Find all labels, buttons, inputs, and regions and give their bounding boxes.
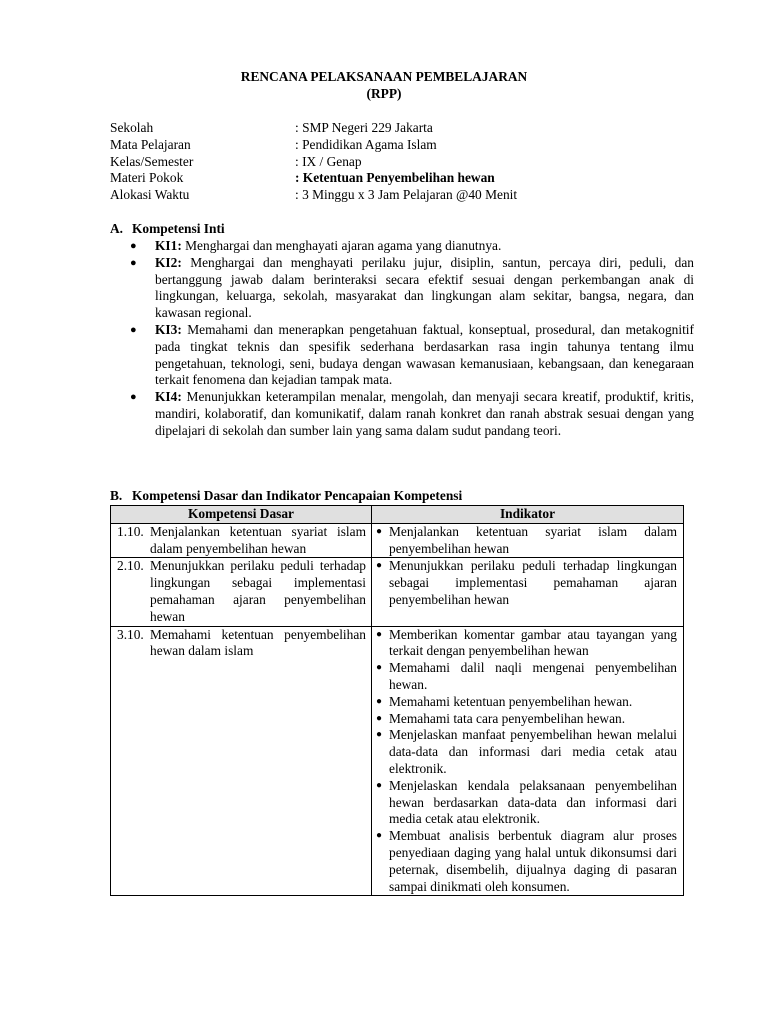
info-row-sekolah xyxy=(110,120,517,137)
indikator-cell xyxy=(372,626,684,896)
identity-block xyxy=(110,120,517,204)
kd-content xyxy=(111,627,371,661)
ki-text: Menunjukkan keterampilan menalar, mengolah, dan menyaji secara kreatif, produktif, kritis, mandiri, kolaboratif, dan komunikatif, dalam ranah konkret dan ranah abstrak sesuai dengan yang dipelajari di sekolah dan sumber lain yang sama dalam sudut pandang teori. xyxy=(155,389,694,438)
section-letter: A. xyxy=(110,221,124,236)
section-title: Kompetensi Dasar dan Indikator Pencapaian Kompetensi xyxy=(132,488,463,503)
bullet-icon: ● xyxy=(376,628,383,640)
title-line-2: (RPP) xyxy=(366,86,402,101)
indikator-text: Menjalankan ketentuan syariat islam dalam penyembelihan hewan xyxy=(389,523,677,556)
kd-number: 3.10. xyxy=(117,626,144,642)
list-item xyxy=(110,255,694,322)
indikator-text: Menjelaskan kendala pelaksanaan penyembelihan hewan berdasarkan data-data dan informasi dari media cetak atau elektronik. xyxy=(389,777,677,827)
indikator-cell xyxy=(372,558,684,626)
list-item xyxy=(372,778,683,828)
info-label: Alokasi Waktu xyxy=(110,187,190,203)
bullet-icon: ● xyxy=(130,256,137,269)
ki-code: KI4: xyxy=(155,389,182,405)
indikator-text: Membuat analisis berbentuk diagram alur proses penyediaan daging yang halal untuk dikonsumsi dari peternak, disembelih, dijualnya daging di pasaran sampai dinikmati oleh konsumen. xyxy=(389,828,677,894)
kd-cell xyxy=(111,523,372,558)
bullet-icon: ● xyxy=(376,712,383,724)
kd-text: Memahami ketentuan penyembelihan hewan dalam islam xyxy=(150,626,366,659)
competency-table xyxy=(110,505,684,896)
kd-cell xyxy=(111,626,372,896)
table-header-row xyxy=(111,506,684,524)
kd-number: 2.10. xyxy=(117,558,144,574)
list-item xyxy=(372,727,683,777)
bullet-icon: ● xyxy=(376,662,383,674)
indikator-cell xyxy=(372,523,684,558)
info-label: Kelas/Semester xyxy=(110,153,194,169)
ki-code: KI1: xyxy=(155,238,182,253)
bullet-icon: ● xyxy=(376,779,383,791)
bullet-icon: ● xyxy=(376,560,383,572)
table-row xyxy=(111,558,684,626)
info-value: : Pendidikan Agama Islam xyxy=(295,136,437,152)
info-value: : Ketentuan Penyembelihan hewan xyxy=(295,170,495,186)
section-a-heading xyxy=(110,221,225,238)
list-item xyxy=(110,322,694,389)
list-item xyxy=(110,238,694,255)
ki-text: Memahami dan menerapkan pengetahuan faktual, konseptual, prosedural, dan metakognitif pada tingkat teknis dan spesifik sederhana berdasarkan rasa ingin tahunya tentang ilmu pengetahuan, teknologi, seni, budaya dengan wawasan kemanusiaan, kebangsaan, dan kenegaraan terkait fenomena dan kejadian tampak mata. xyxy=(155,321,694,388)
info-label: Mata Pelajaran xyxy=(110,136,191,152)
ki-code: KI2: xyxy=(155,254,182,270)
kd-cell xyxy=(111,558,372,626)
list-item xyxy=(372,660,683,694)
bullet-icon: ● xyxy=(130,391,137,404)
section-title: Kompetensi Inti xyxy=(132,221,225,236)
indikator-text: Memberikan komentar gambar atau tayangan yang terkait dengan penyembelihan hewan xyxy=(389,626,677,659)
info-value: : SMP Negeri 229 Jakarta xyxy=(295,120,433,135)
info-label: Materi Pokok xyxy=(110,170,184,186)
info-value: : IX / Genap xyxy=(295,153,362,169)
table-row xyxy=(111,626,684,896)
header-kompetensi-dasar: Kompetensi Dasar xyxy=(111,506,372,524)
bullet-icon: ● xyxy=(376,830,383,842)
kd-number: 1.10. xyxy=(117,523,144,539)
info-row-kelas-semester xyxy=(110,154,517,171)
bullet-icon: ● xyxy=(376,525,383,537)
ki-code: KI3: xyxy=(155,321,182,337)
list-item xyxy=(372,524,683,558)
indikator-text: Memahami tata cara penyembelihan hewan. xyxy=(389,710,626,726)
table-row xyxy=(111,523,684,558)
indikator-text: Memahami dalil naqli mengenai penyembelihan hewan. xyxy=(389,660,677,692)
info-label: Sekolah xyxy=(110,120,154,135)
bullet-icon: ● xyxy=(376,695,383,707)
section-letter: B. xyxy=(110,488,123,503)
document-title xyxy=(0,69,768,103)
list-item xyxy=(372,627,683,661)
list-item xyxy=(372,711,683,728)
indikator-text: Memahami ketentuan penyembelihan hewan. xyxy=(389,693,633,709)
indikator-text: Menjelaskan manfaat penyembelihan hewan melalui data-data dan informasi dari media cetak atau elektronik. xyxy=(389,727,677,776)
kd-text: Menunjukkan perilaku peduli terhadap lingkungan sebagai implementasi pemahaman ajaran penyembelihan hewan xyxy=(150,558,366,624)
bullet-icon: ● xyxy=(130,323,137,336)
bullet-icon: ● xyxy=(130,240,137,252)
kd-content xyxy=(111,524,371,558)
indikator-text: Menunjukkan perilaku peduli terhadap lingkungan sebagai implementasi pemahaman ajaran penyembelihan hewan xyxy=(389,558,677,607)
list-item xyxy=(372,694,683,711)
bullet-icon: ● xyxy=(376,729,383,741)
info-value: : 3 Minggu x 3 Jam Pelajaran @40 Menit xyxy=(295,187,518,203)
section-b-heading xyxy=(110,488,462,505)
kd-text: Menjalankan ketentuan syariat islam dalam penyembelihan hewan xyxy=(150,523,366,556)
info-row-alokasi-waktu xyxy=(110,187,517,204)
kd-content xyxy=(111,558,371,625)
ki-text: Menghargai dan menghayati perilaku jujur, disiplin, santun, percaya diri, peduli, dan bertanggung jawab dalam berinteraksi secara efektif sesuai dengan perkembangan anak di lingkungan, keluarga, sekolah, masyarakat dan lingkungan alam sekitar, bangsa, negara, dan kawasan regional. xyxy=(155,254,694,321)
ki-text: Menghargai dan menghayati ajaran agama yang dianutnya. xyxy=(181,238,502,253)
list-item xyxy=(372,558,683,608)
kompetensi-inti-list xyxy=(110,238,694,440)
header-indikator: Indikator xyxy=(372,506,684,524)
title-line-1: RENCANA PELAKSANAAN PEMBELAJARAN xyxy=(240,69,528,84)
list-item xyxy=(110,389,694,439)
info-row-materi-pokok xyxy=(110,170,517,187)
info-row-mata-pelajaran xyxy=(110,137,517,154)
list-item xyxy=(372,828,683,895)
